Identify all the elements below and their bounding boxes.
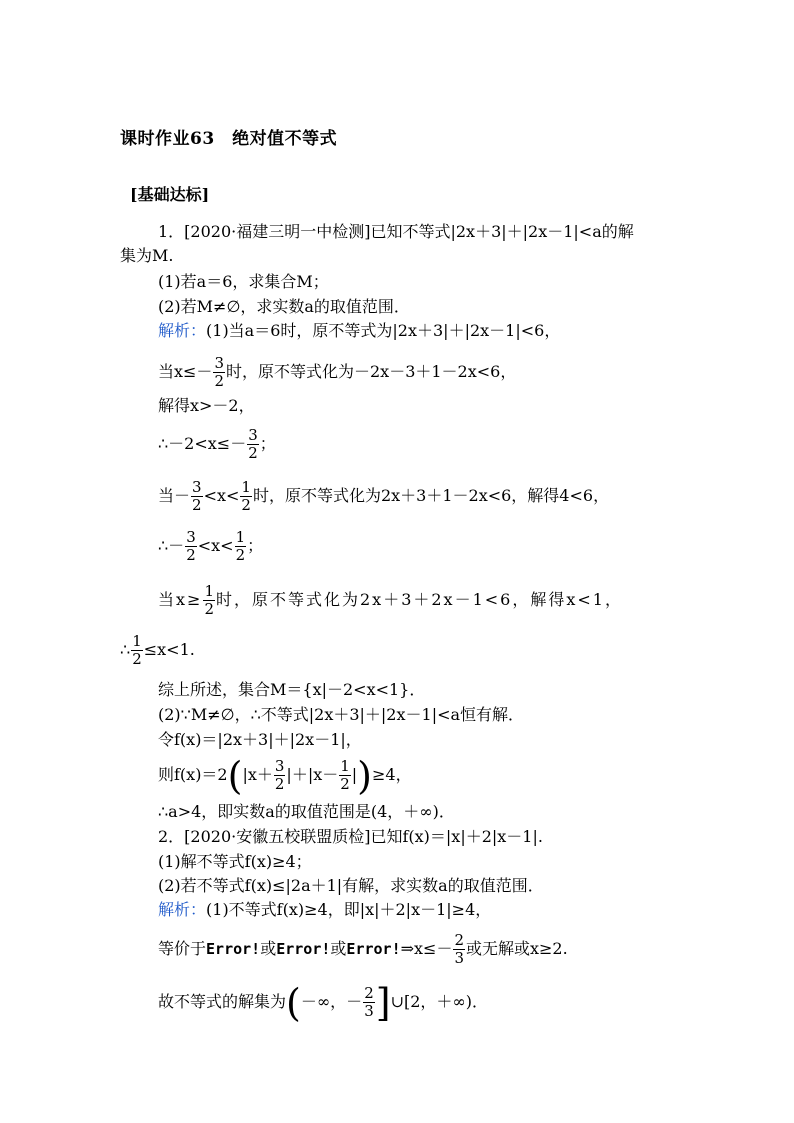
analysis-text: (1)不等式f(x)≥4，即|x|＋2|x－1|≥4， xyxy=(206,900,492,919)
text: 时，原不等式化为－2x－3＋1－2x<6， xyxy=(225,362,517,381)
text: 当x≤－ xyxy=(158,362,213,381)
denominator: 3 xyxy=(454,949,464,967)
problem-1-sub-2: (2)若M≠∅，求实数a的取值范围． xyxy=(158,297,410,316)
numerator: 2 xyxy=(364,984,374,1002)
text: ∪[2，＋∞)． xyxy=(390,992,488,1011)
page-title: 课时作业63 绝对值不等式 xyxy=(120,129,338,149)
numerator: 2 xyxy=(454,931,464,949)
denominator: 2 xyxy=(186,546,196,564)
analysis-line: ∴a>4，即实数a的取值范围是(4，＋∞)． xyxy=(158,802,455,821)
analysis-line xyxy=(158,526,263,566)
fraction xyxy=(247,427,259,462)
text: ∴－2<x≤－ xyxy=(158,434,247,453)
denominator: 2 xyxy=(235,546,246,564)
text: 或 xyxy=(330,939,347,958)
problem-1-sub-1: (1)若a＝6，求集合M； xyxy=(158,272,329,291)
text: 则f(x)＝2 xyxy=(158,765,228,784)
denominator: 2 xyxy=(340,775,350,793)
problem-2-sub-2: (2)若不等式f(x)≤|2a＋1|有解，求实数a的取值范围． xyxy=(158,876,544,895)
fraction xyxy=(363,985,375,1020)
numerator: 3 xyxy=(214,354,224,372)
analysis-line: (2)∵M≠∅，∴不等式|2x＋3|＋|2x－1|<a恒有解． xyxy=(158,705,525,724)
analysis-text: (1)当a＝6时，原不等式为|2x＋3|＋|2x－1|<6， xyxy=(206,321,561,340)
text: | xyxy=(351,765,358,784)
text: ； xyxy=(259,434,276,453)
text: ≥4， xyxy=(372,765,412,784)
text: <x< xyxy=(203,486,240,505)
numerator: 3 xyxy=(186,528,196,546)
text: 或无解或x≥2. xyxy=(466,939,568,958)
paren: ) xyxy=(357,753,372,798)
text: ⇒x≤－ xyxy=(400,939,453,958)
fraction xyxy=(185,529,197,564)
analysis-line xyxy=(120,630,195,670)
analysis-label: 解析： xyxy=(158,321,207,340)
analysis-line xyxy=(158,580,623,620)
analysis-line: 综上所述，集合M＝{x|－2<x<1}． xyxy=(158,680,426,699)
fraction xyxy=(339,758,351,793)
text: 等价于 xyxy=(158,939,207,958)
denominator: 3 xyxy=(364,1002,374,1020)
analysis-label: 解析： xyxy=(158,900,207,919)
analysis-line xyxy=(158,754,412,796)
fraction xyxy=(131,633,143,668)
analysis-line: 令f(x)＝|2x＋3|＋|2x－1|， xyxy=(158,730,362,749)
denominator: 2 xyxy=(132,650,142,668)
problem-1-analysis xyxy=(158,321,560,341)
analysis-line xyxy=(158,928,568,970)
text: 时，原不等式化为2x＋3＋1－2x<6，解得4<6， xyxy=(252,486,610,505)
error-text: Error! xyxy=(206,940,261,958)
denominator: 2 xyxy=(248,444,258,462)
bracket: ] xyxy=(375,980,391,1025)
denominator: 2 xyxy=(192,496,202,514)
text: －∞，－ xyxy=(300,992,363,1011)
fraction xyxy=(240,479,252,514)
numerator: 1 xyxy=(340,757,350,775)
denominator: 2 xyxy=(204,600,214,618)
text: ∴－ xyxy=(158,536,185,555)
numerator: 1 xyxy=(204,582,214,600)
text: 时，原不等式化为2x＋3＋2x－1<6，解得x<1， xyxy=(215,590,623,609)
text: |＋|x－ xyxy=(286,765,339,784)
fraction xyxy=(191,479,203,514)
text: 当－ xyxy=(158,486,191,505)
fraction xyxy=(453,932,465,967)
fraction xyxy=(235,529,247,564)
denominator: 2 xyxy=(214,372,224,390)
denominator: 2 xyxy=(241,496,251,514)
numerator: 3 xyxy=(274,757,285,775)
numerator: 3 xyxy=(192,478,202,496)
numerator: 1 xyxy=(132,632,142,650)
analysis-line xyxy=(158,424,276,464)
text: ； xyxy=(247,536,264,555)
fraction xyxy=(274,758,286,793)
analysis-line: 解得x>－2， xyxy=(158,396,255,415)
analysis-line xyxy=(158,980,488,1024)
analysis-line xyxy=(158,476,609,516)
text: ≤x<1. xyxy=(143,640,195,659)
text: ∴ xyxy=(120,640,131,659)
fraction xyxy=(203,583,215,618)
problem-1-question-cont: 集为M. xyxy=(120,246,174,265)
text: |x＋ xyxy=(242,765,273,784)
text: 当x≥ xyxy=(158,590,203,609)
numerator: 1 xyxy=(241,478,251,496)
text: <x< xyxy=(197,536,234,555)
problem-1-question: 1．[2020·福建三明一中检测]已知不等式|2x＋3|＋|2x－1|<a的解 xyxy=(158,222,634,241)
fraction xyxy=(213,355,225,390)
denominator: 2 xyxy=(274,775,285,793)
problem-2-question: 2．[2020·安徽五校联盟质检]已知f(x)＝|x|＋2|x－1|. xyxy=(158,827,543,846)
text: 故不等式的解集为 xyxy=(158,992,287,1011)
paren: ( xyxy=(286,980,301,1025)
section-heading: [基础达标] xyxy=(130,185,210,204)
paren: ( xyxy=(227,753,243,798)
problem-2-analysis xyxy=(158,900,491,920)
numerator: 3 xyxy=(248,426,258,444)
error-text: Error! xyxy=(346,940,401,958)
problem-2-sub-1: (1)解不等式f(x)≥4； xyxy=(158,852,312,871)
numerator: 1 xyxy=(235,528,246,546)
error-text: Error! xyxy=(276,940,331,958)
analysis-line xyxy=(158,352,516,392)
text: 或 xyxy=(260,939,277,958)
